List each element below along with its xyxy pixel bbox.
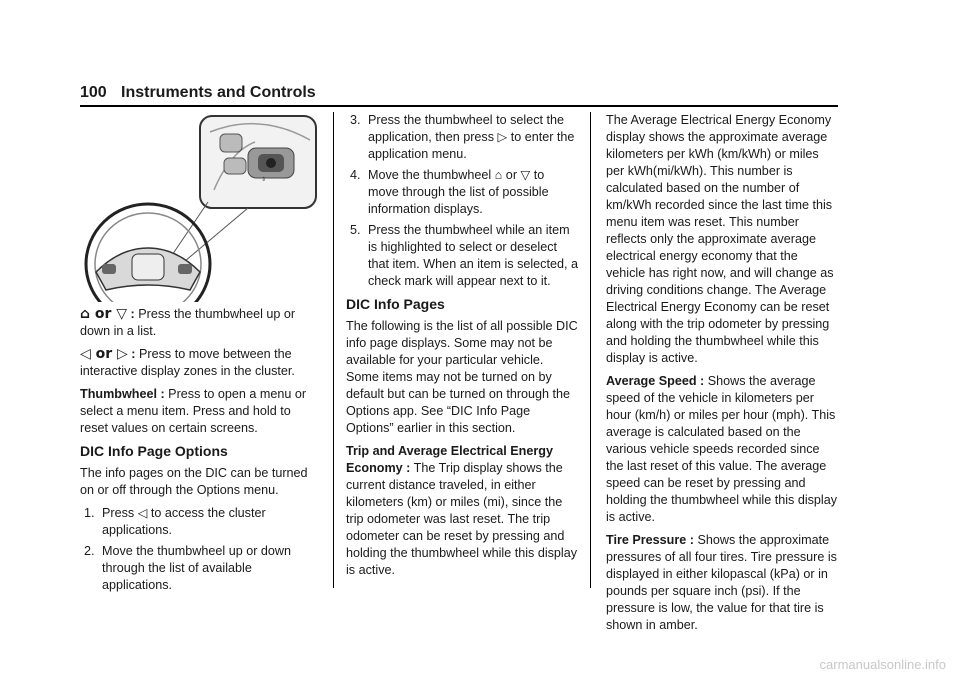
thumbwheel-inset (200, 116, 316, 208)
heading-dic-info-page-options: DIC Info Page Options (80, 443, 228, 459)
average-speed-description (606, 373, 838, 526)
step-number: 3. (350, 113, 361, 127)
up-down-description: ⌂ or ▽ : Press the thumbwheel up or down in a list. (80, 306, 296, 338)
step-1 (80, 505, 320, 539)
average-speed-text: Shows the average speed of the vehicle in kilometers per hour (km/h) or miles per hour (mph). This average is calculated based on the various vehicle speeds recorded since the last reset of this value. The average speed can be reset by pressing and holding the thumbwheel while this display is active. (606, 374, 838, 524)
column-3 (606, 112, 838, 640)
thumbwheel-text: Press to open a menu or select a menu item. Press and hold to reset values on certain screens. (80, 387, 307, 435)
up-down-icons: ⌂ or ▽ (80, 306, 128, 322)
step-text: Move the thumbwheel up or down through the list of available applications. (102, 544, 292, 592)
tire-pressure-term: Tire Pressure : (606, 533, 694, 547)
page-number: 100 (80, 84, 107, 101)
energy-economy-description: The Average Electrical Energy Economy display shows the approximate average kilometers per kWh (km/kWh) or miles per kWh(mi/kWh). This number is calculated based on the number of km/kWh recorded since the last time this menu item was reset. This number reflects only the approximate average electrical energy economy that the vehicle has right now, and will change as driving conditions change. The Average Electrical Energy Economy can be reset along with the trip odometer by pressing and holding the thumbwheel while this display is active. (606, 113, 834, 365)
column-divider (333, 112, 334, 588)
average-speed-term: Average Speed : (606, 374, 705, 388)
options-intro: The info pages on the DIC can be turned on or off through the Options menu. (80, 466, 308, 497)
site-credit: carmanualsonline.info (819, 657, 946, 672)
tire-pressure-text: Shows the approximate pressures of all four tires. Tire pressure is displayed in either kilopascal (kPa) or in pounds per square inch (psi). If the pressure is low, the value for that tire is shown in amber. (606, 533, 837, 632)
options-steps-continued (346, 112, 578, 290)
step-text: Press the thumbwheel to select the application, then press ▷ to enter the application menu. (368, 113, 575, 161)
steering-wheel-figure (80, 112, 320, 302)
step-text: Press ◁ to access the cluster applications. (102, 506, 266, 537)
column-divider (590, 112, 591, 588)
step-text: Press the thumbwheel while an item is highlighted to select or deselect that item. When an item is selected, a check mark will appear next to it. (368, 223, 578, 288)
step-3 (346, 112, 578, 163)
step-2 (80, 543, 320, 594)
left-right-icons: ◁ or ▷ (80, 346, 128, 362)
trip-term: Trip and Average Electrical Energy Economy : (346, 444, 553, 475)
steering-wheel (86, 204, 210, 302)
trip-text: The Trip display shows the current distance traveled, in either kilometers (km) or miles (mi), since the trip odometer was last reset. The trip odometer can be reset by pressing and holding the thumbwheel while this display is active. (346, 461, 578, 577)
thumbwheel-term: Thumbwheel : (80, 387, 165, 401)
options-steps (80, 505, 320, 594)
thumbwheel-description (80, 386, 320, 437)
info-pages-intro: The following is the list of all possible DIC info page displays. Some may not be available for your particular vehicle. Some items may not be turned on by default but can be turned on through the Options app. See “DIC Info Page Options” earlier in this section. (346, 319, 578, 435)
section-title: Instruments and Controls (121, 84, 316, 101)
left-right-description: ◁ or ▷ : Press to move between the interactive display zones in the cluster. (80, 346, 295, 378)
up-down-text: Press the thumbwheel up or down in a list. (80, 307, 296, 338)
steering-wheel-illustration (80, 112, 320, 302)
step-text: Move the thumbwheel ⌂ or ▽ to move through the list of possible information displays. (368, 168, 549, 216)
heading-dic-info-pages: DIC Info Pages (346, 296, 445, 312)
svg-text:⇕: ⇕ (261, 176, 267, 183)
tire-pressure-description (606, 532, 838, 634)
step-number: 2. (84, 544, 95, 558)
step-number: 1. (84, 506, 95, 520)
header-rule (80, 105, 838, 107)
step-number: 4. (350, 168, 361, 182)
column-2 (346, 112, 578, 585)
step-number: 5. (350, 223, 361, 237)
step-4 (346, 167, 578, 218)
step-5 (346, 222, 578, 290)
left-right-text: Press to move between the interactive display zones in the cluster. (80, 347, 295, 378)
column-1 (80, 112, 320, 598)
trip-description (346, 443, 578, 579)
